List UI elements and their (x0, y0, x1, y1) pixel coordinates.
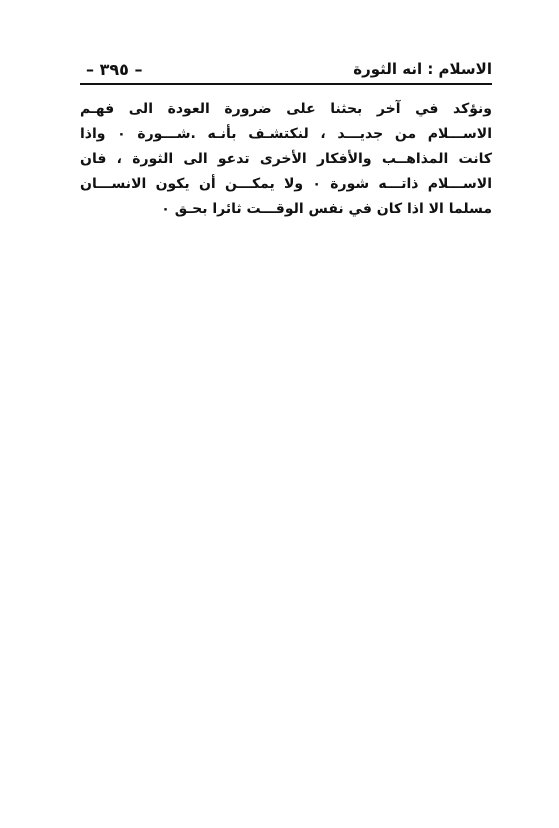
running-header (80, 58, 492, 86)
text-line: كانت المذاهــب والأفكار الأخرى تدعو الى الثورة ، فان (80, 151, 492, 167)
header-rule (80, 83, 492, 85)
chapter-title: الاسلام : انه الثورة (353, 60, 492, 78)
text-line: ونؤكد في آخر بحثنا على ضرورة العودة الى فهـم (80, 101, 492, 117)
text-line: الاســـلام ذاتـــه شورة ٠ ولا يمكـــن أن يكون الانســـان (80, 176, 492, 192)
page-number: – ٣٩٥ – (86, 60, 143, 79)
text-line: الاســـلام من جديـــد ، لنكتشـف بأنـه .شـــورة ٠ واذا (80, 126, 493, 142)
body-paragraph (80, 97, 492, 222)
text-line: مسلما الا اذا كان في نفس الوقـــت ثائرا بحـق ٠ (161, 201, 492, 217)
